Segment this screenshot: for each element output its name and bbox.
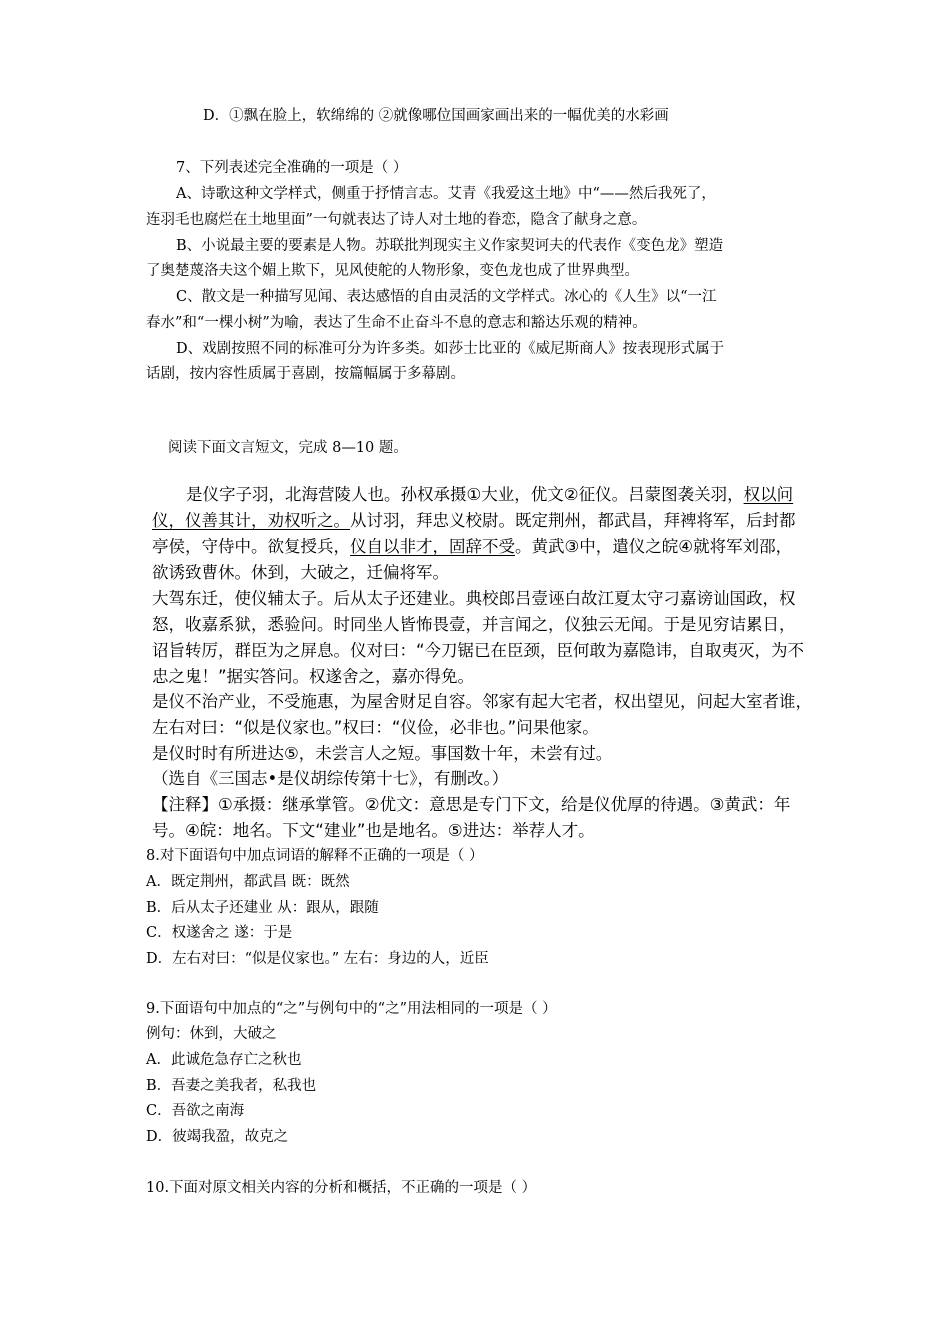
passage-underlined-text: 仪，仪善其计，劝权听之。 <box>152 511 350 530</box>
passage-p2-line4: 忠之鬼！”据实答问。权遂舍之，嘉亦得免。 <box>152 667 475 686</box>
q7-option-b-line2: 了奥楚蔑洛夫这个媚上欺下，见风使舵的人物形象，变色龙也成了世界典型。 <box>146 263 639 279</box>
passage-text: 亭侯，守侍中。欲复授兵， <box>152 537 350 556</box>
passage-text: 是仪字子羽，北海营陵人也。孙权承摄①大业，优文②征仪。吕蒙图袭关羽， <box>186 485 744 504</box>
q7-option-d-line1: D、戏剧按照不同的标准可分为许多类。如莎士比亚的《威尼斯商人》按表现形式属于 <box>176 341 725 357</box>
q9-example: 例句：休到，大破之 <box>146 1026 277 1042</box>
q9-option-a: A．此诚危急存亡之秋也 <box>146 1052 302 1068</box>
passage-notes-line2: 号。④皖：地名。下文“建业”也是地名。⑤进达：举荐人才。 <box>152 821 595 840</box>
passage-notes-line1: 【注释】①承摄：继承掌管。②优文：意思是专门下文，给是仪优厚的待遇。③黄武：年 <box>152 795 791 814</box>
q7-option-c-line1: C、散文是一种描写见闻、表达感悟的自由灵活的文学样式。冰心的《人生》以“一江 <box>176 289 717 305</box>
passage-p3-line1: 是仪不治产业，不受施惠，为屋舍财足自容。邻家有起大宅者，权出望见，问起大室者谁， <box>152 692 812 711</box>
q9-stem: 9.下面语句中加点的“之”与例句中的“之”用法相同的一项是（ ） <box>146 1001 557 1017</box>
q10-stem: 10.下面对原文相关内容的分析和概括，不正确的一项是（ ） <box>146 1180 537 1196</box>
passage-p2-line3: 诏旨转厉，群臣为之屏息。仪对曰：“今刀锯已在臣颈，臣何敢为嘉隐讳，自取夷灭，为不 <box>152 641 805 660</box>
q7-option-c-line2: 春水”和“一棵小树”为喻，表达了生命不止奋斗不息的意志和豁达乐观的精神。 <box>146 315 647 331</box>
q7-stem: 7、下列表述完全准确的一项是（ ） <box>176 160 408 176</box>
q6-option-d: D．①飘在脸上，软绵绵的 ②就像哪位国画家画出来的一幅优美的水彩画 <box>203 108 669 124</box>
passage-p2-line1: 大驾东迁，使仪辅太子。后从太子还建业。典校郎吕壹诬白故江夏太守刁嘉谤讪国政，权 <box>152 589 796 608</box>
reading-intro: 阅读下面文言短文，完成 8—10 题。 <box>168 440 408 456</box>
passage-text: 。黄武③中，遣仪之皖④就将军刘邵， <box>515 537 793 556</box>
q9-option-b: B．吾妻之美我者，私我也 <box>146 1078 317 1094</box>
q8-option-a: A．既定荆州，都武昌 既：既然 <box>146 874 350 890</box>
q8-option-c: C．权遂舍之 遂：于是 <box>146 925 293 941</box>
passage-p2-line2: 怒，收嘉系狱，悉验问。时同坐人皆怖畏壹，并言闻之，仪独云无闻。于是见穷诘累日， <box>152 615 796 634</box>
passage-p1-line1 <box>186 485 793 505</box>
q7-option-a-line1: A、诗歌这种文学样式，侧重于抒情言志。艾青《我爱这土地》中“——然后我死了， <box>176 186 716 202</box>
passage-text: 从讨羽，拜忠义校尉。既定荆州，都武昌，拜裨将军，后封都 <box>350 511 796 530</box>
q7-option-d-line2: 话剧，按内容性质属于喜剧，按篇幅属于多幕剧。 <box>146 366 465 382</box>
passage-p3-line2: 左右对曰：“似是仪家也。”权曰：“仪俭，必非也。”问果他家。 <box>152 718 599 737</box>
passage-p1-line2 <box>152 511 796 531</box>
q7-option-a-line2: 连羽毛也腐烂在土地里面”一句就表达了诗人对土地的眷恋，隐含了献身之意。 <box>146 212 647 228</box>
q8-option-d: D．左右对曰：“似是仪家也。” 左右：身边的人，近臣 <box>146 951 489 967</box>
passage-p1-line4: 欲诱致曹休。休到，大破之，迁偏将军。 <box>152 563 449 582</box>
passage-p1-line3 <box>152 537 792 557</box>
passage-underlined-text: 权以问 <box>743 485 794 504</box>
q8-stem: 8.对下面语句中加点词语的解释不正确的一项是（ ） <box>146 848 484 864</box>
q9-option-c: C．吾欲之南海 <box>146 1103 245 1119</box>
passage-underlined-text: 仪自以非才，固辞不受 <box>350 537 515 556</box>
q8-option-b: B．后从太子还建业 从：跟从，跟随 <box>146 900 379 916</box>
passage-source: （选自《三国志•是仪胡综传第十七》，有删改。） <box>152 769 509 788</box>
q9-option-d: D．彼竭我盈，故克之 <box>146 1129 289 1145</box>
passage-p4-line1: 是仪时时有所进达⑤，未尝言人之短。事国数十年，未尝有过。 <box>152 744 613 763</box>
q7-option-b-line1: B、小说最主要的要素是人物。苏联批判现实主义作家契诃夫的代表作《变色龙》塑造 <box>176 238 724 254</box>
